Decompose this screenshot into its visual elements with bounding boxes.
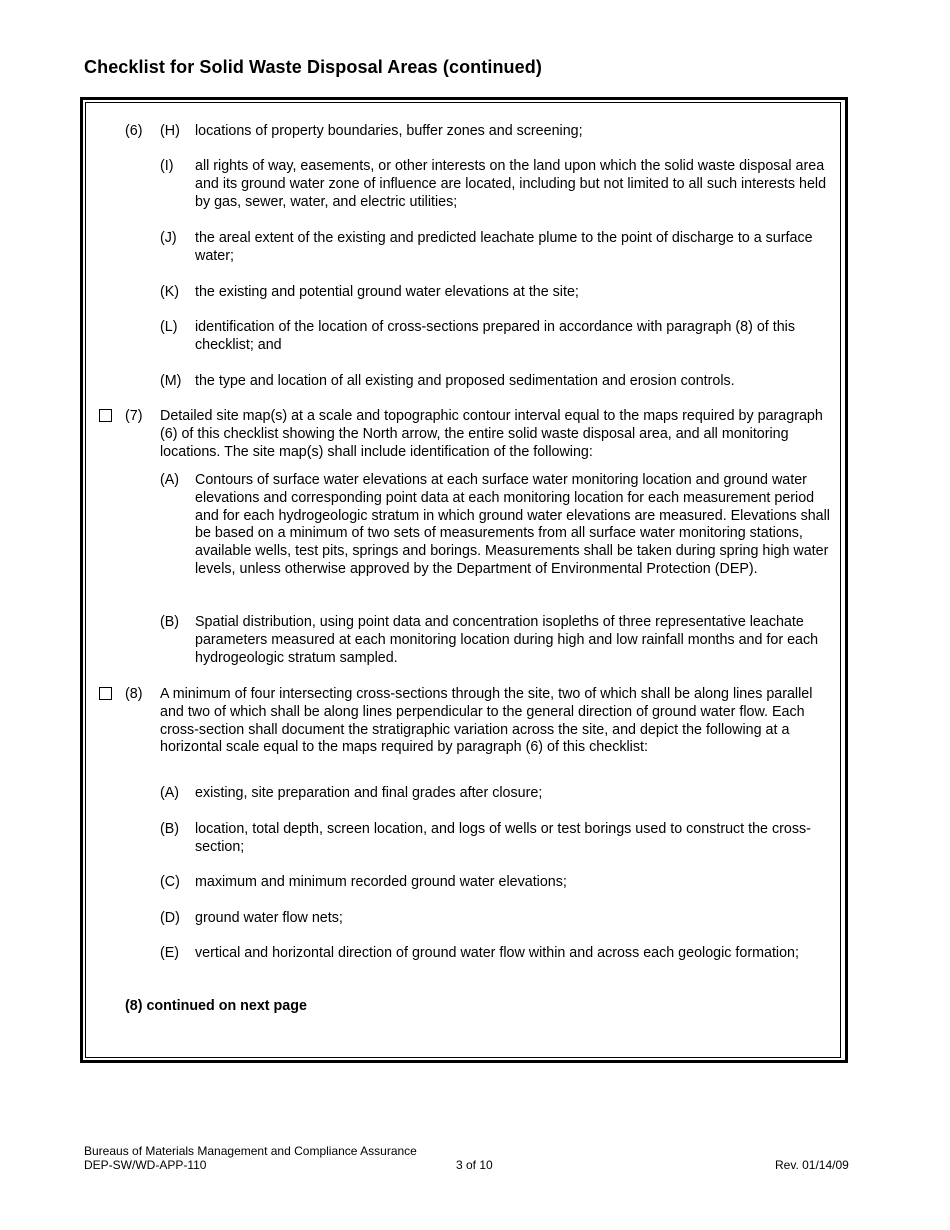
item-8e-letter: (E): [160, 945, 180, 961]
item-6h-letter: (H): [160, 123, 180, 139]
item-6k-text: the existing and potential ground water elevations at the site;: [195, 284, 579, 300]
item-8b-text: location, total depth, screen location, and logs of wells or test borings used to construct the cross-section;: [195, 821, 811, 855]
item-8-number: (8): [125, 686, 143, 702]
item-8a-letter: (A): [160, 785, 180, 801]
item-7a-letter: (A): [160, 472, 180, 488]
item-7a-text: Contours of surface water elevations at each surface water monitoring location and ground water elevations and corresponding point data at each monitoring location for each measurement period and for each hydrogeologic stratum in which ground water elevations are measured. Elevations shall be based on a minimum of two sets of measurements from all surface water monitoring stations, available wells, test pits, springs and borings. Measurements shall be taken during spring high water levels, unless otherwise approved by the Department of Environmental Protection (DEP).: [195, 472, 830, 577]
item-6j-text: the areal extent of the existing and predicted leachate plume to the point of discharge to a surface water;: [195, 230, 813, 264]
item-6m-text: the type and location of all existing and proposed sedimentation and erosion controls.: [195, 373, 735, 389]
item-7-checkbox[interactable]: [99, 409, 112, 422]
item-7b-letter: (B): [160, 614, 180, 630]
item-8a-text: existing, site preparation and final grades after closure;: [195, 785, 543, 801]
item-8-text: A minimum of four intersecting cross-sections through the site, two of which shall be along lines parallel and two of which shall be along lines perpendicular to the general direction of ground water flow. Each cross-section shall document the stratigraphic variation across the site, and depict the following at a horizontal scale equal to the maps required by paragraph (6) of this checklist:: [160, 686, 813, 756]
item-7-number: (7): [125, 408, 143, 424]
item-8-checkbox[interactable]: [99, 687, 112, 700]
page-title: Checklist for Solid Waste Disposal Areas (continued): [84, 57, 542, 77]
footer-bureau: Bureaus of Materials Management and Compliance Assurance: [84, 1144, 417, 1158]
footer-revision: Rev. 01/14/09: [775, 1158, 849, 1172]
footer-page-number: 3 of 10: [456, 1158, 493, 1172]
item-6l-letter: (L): [160, 319, 178, 335]
continued-note: (8) continued on next page: [125, 998, 307, 1014]
item-6h-text: locations of property boundaries, buffer zones and screening;: [195, 123, 583, 139]
item-6l-text: identification of the location of cross-sections prepared in accordance with paragraph (8) of this checklist; and: [195, 319, 796, 353]
item-8b-letter: (B): [160, 821, 180, 837]
footer-form-id: DEP-SW/WD-APP-110: [84, 1158, 207, 1172]
item-6-number: (6): [125, 123, 143, 139]
item-8c-letter: (C): [160, 874, 180, 890]
item-7-text: Detailed site map(s) at a scale and topographic contour interval equal to the maps required by paragraph (6) of this checklist showing the North arrow, the entire solid waste disposal area, and all monitoring locations. The site map(s) shall include identification of the following:: [160, 408, 823, 460]
item-7b-text: Spatial distribution, using point data and concentration isopleths of three representative leachate parameters measured at each monitoring location during high and low rainfall months and for each hydrogeologic stratum sampled.: [195, 614, 819, 666]
item-8c-text: maximum and minimum recorded ground water elevations;: [195, 874, 567, 890]
item-6k-letter: (K): [160, 284, 180, 300]
item-6j-letter: (J): [160, 230, 177, 246]
item-8e-text: vertical and horizontal direction of ground water flow within and across each geologic formation;: [195, 945, 799, 961]
item-6i-text: all rights of way, easements, or other interests on the land upon which the solid waste disposal area and its ground water zone of influence are located, including but not limited to all such interests held by gas, sewer, water, and electric utilities;: [195, 158, 827, 210]
item-6m-letter: (M): [160, 373, 182, 389]
item-8d-text: ground water flow nets;: [195, 910, 343, 926]
footer-left: [84, 1144, 417, 1172]
item-8d-letter: (D): [160, 910, 180, 926]
item-6i-letter: (I): [160, 158, 174, 174]
